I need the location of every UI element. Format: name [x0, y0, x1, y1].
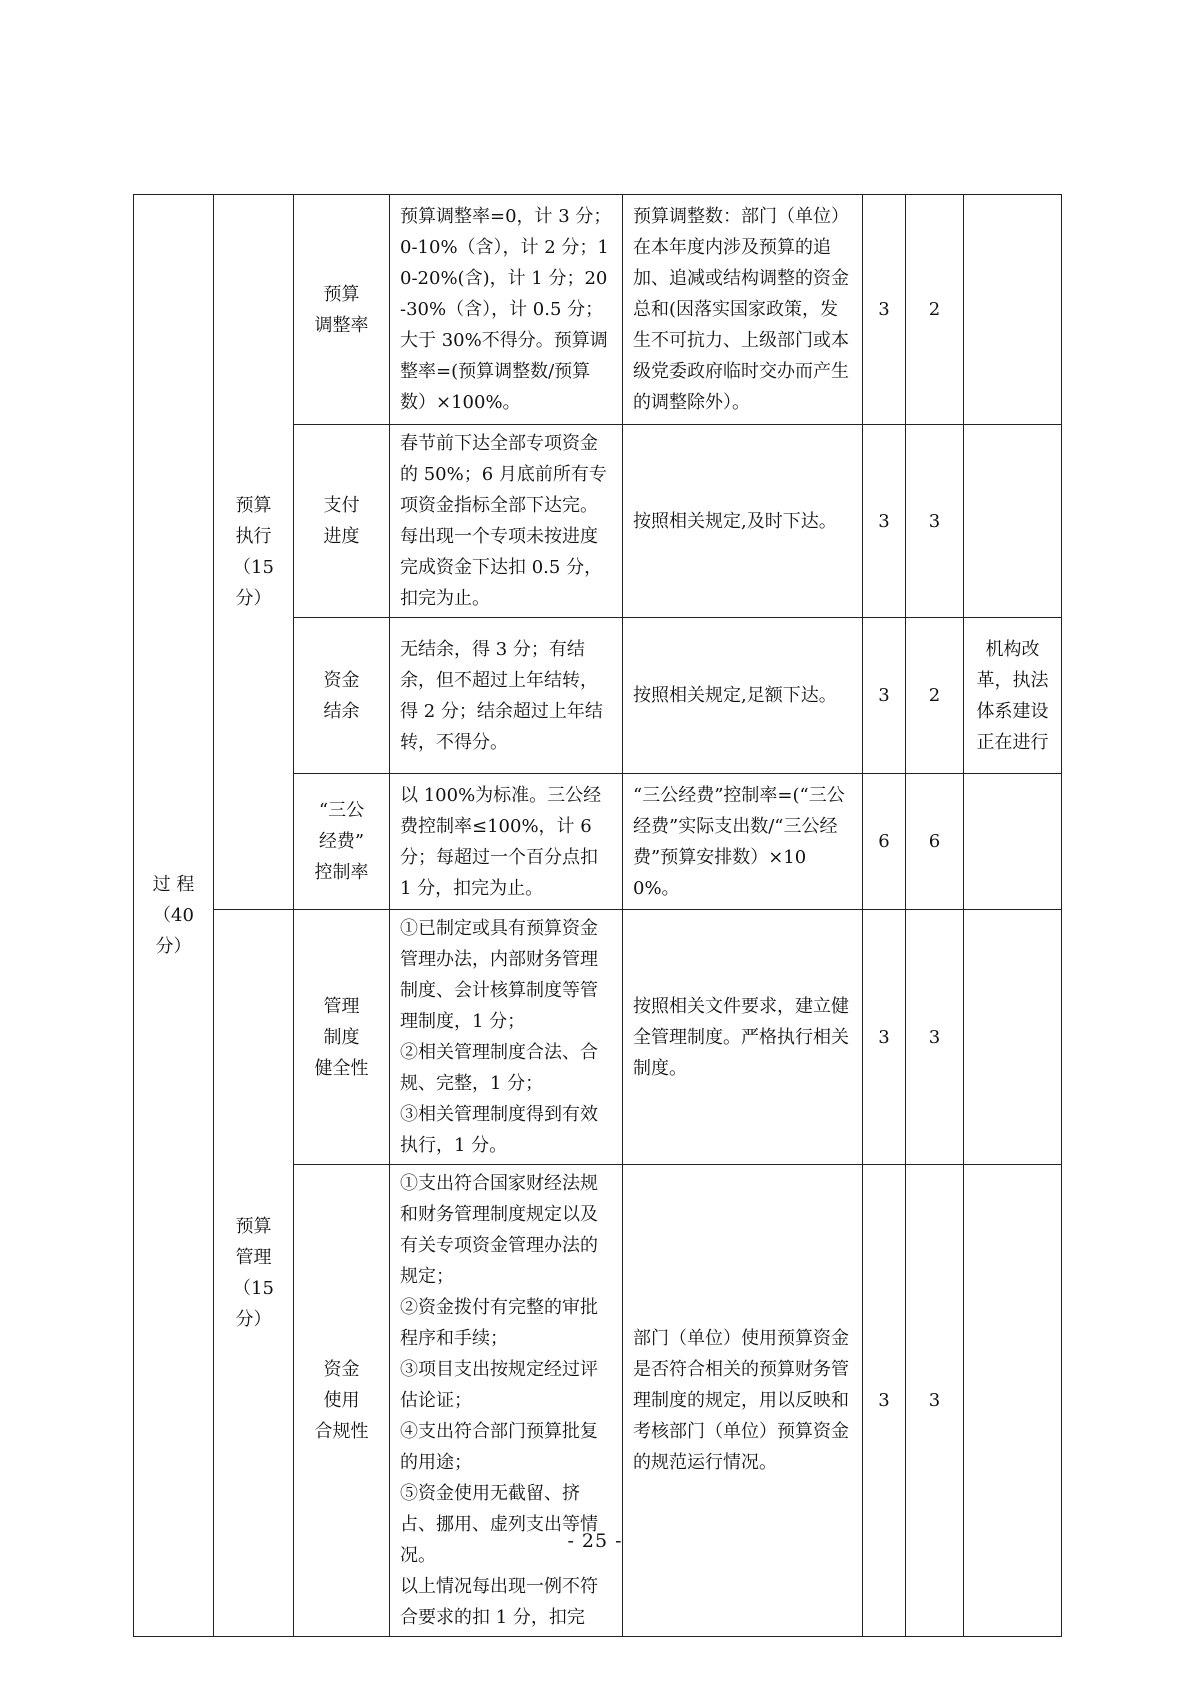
level2-indicator-budget-management: 预算 管理 （15 分） — [214, 910, 294, 1637]
evaluation-table — [133, 194, 1062, 1637]
indicator-name: “三公 经费” 控制率 — [294, 774, 390, 910]
full-score: 3 — [863, 910, 906, 1165]
score: 6 — [906, 774, 964, 910]
scoring-criteria: ①支出符合国家财经法规和财务管理制度规定以及有关专项资金管理办法的规定； ②资金拨付有完整的审批程序和手续； ③项目支出按规定经过评估论证； ④支出符合部门预算批复的用途； ⑤资金使用无截留、挤占、挪用、虚列支出等情况。 以上情况每出现一例不符合要求的扣 1 分，扣完 — [390, 1165, 623, 1637]
indicator-name: 资金 结余 — [294, 618, 390, 774]
full-score: 3 — [863, 425, 906, 618]
indicator-explanation: 按照相关规定,足额下达。 — [623, 618, 863, 774]
indicator-explanation: 按照相关文件要求，建立健全管理制度。严格执行相关制度。 — [623, 910, 863, 1165]
full-score: 3 — [863, 1165, 906, 1637]
full-score: 3 — [863, 195, 906, 425]
scoring-criteria: 以 100%为标准。三公经费控制率≤100%，计 6 分；每超过一个百分点扣 1 分，扣完为止。 — [390, 774, 623, 910]
scoring-criteria: 春节前下达全部专项资金的 50%；6 月底前所有专项资金指标全部下达完。每出现一个专项未按进度完成资金下达扣 0.5 分，扣完为止。 — [390, 425, 623, 618]
scoring-criteria: 预算调整率=0，计 3 分；0-10%（含），计 2 分；10-20%(含)，计 1 分；20-30%（含），计 0.5 分；大于 30%不得分。预算调整率=(预算调整数/预算数）×100%。 — [390, 195, 623, 425]
score: 3 — [906, 1165, 964, 1637]
remark — [964, 774, 1062, 910]
remark — [964, 1165, 1062, 1637]
full-score: 3 — [863, 618, 906, 774]
level2-indicator-budget-execution: 预算 执行 （15 分） — [214, 195, 294, 910]
level1-indicator-process — [134, 195, 214, 1637]
indicator-name: 管理 制度 健全性 — [294, 910, 390, 1165]
remark — [964, 195, 1062, 425]
score: 3 — [906, 910, 964, 1165]
score: 2 — [906, 195, 964, 425]
indicator-name: 支付 进度 — [294, 425, 390, 618]
scoring-criteria: ①已制定或具有预算资金管理办法，内部财务管理制度、会计核算制度等管理制度，1 分； ②相关管理制度合法、合规、完整，1 分； ③相关管理制度得到有效执行，1 分。 — [390, 910, 623, 1165]
indicator-name: 预算 调整率 — [294, 195, 390, 425]
indicator-name: 资金 使用 合规性 — [294, 1165, 390, 1637]
process-score: （40 分） — [153, 905, 194, 957]
full-score: 6 — [863, 774, 906, 910]
remark — [964, 910, 1062, 1165]
indicator-explanation: “三公经费”控制率=(“三公经费”实际支出数/“三公经费”预算安排数）×100%。 — [623, 774, 863, 910]
table-row — [134, 195, 1062, 425]
process-label: 过 程 — [152, 874, 195, 895]
scoring-criteria: 无结余，得 3 分；有结余，但不超过上年结转，得 2 分；结余超过上年结转，不得分。 — [390, 618, 623, 774]
remark: 机构改革，执法体系建设正在进行 — [964, 618, 1062, 774]
score: 2 — [906, 618, 964, 774]
indicator-explanation: 部门（单位）使用预算资金是否符合相关的预算财务管理制度的规定，用以反映和考核部门（单位）预算资金的规范运行情况。 — [623, 1165, 863, 1637]
remark — [964, 425, 1062, 618]
indicator-explanation: 按照相关规定,及时下达。 — [623, 425, 863, 618]
indicator-explanation: 预算调整数：部门（单位）在本年度内涉及预算的追加、追减或结构调整的资金总和(因落实国家政策，发生不可抗力、上级部门或本级党委政府临时交办而产生的调整除外）。 — [623, 195, 863, 425]
page-number: - 25 - — [567, 1530, 623, 1552]
table-row — [134, 910, 1062, 1165]
score: 3 — [906, 425, 964, 618]
